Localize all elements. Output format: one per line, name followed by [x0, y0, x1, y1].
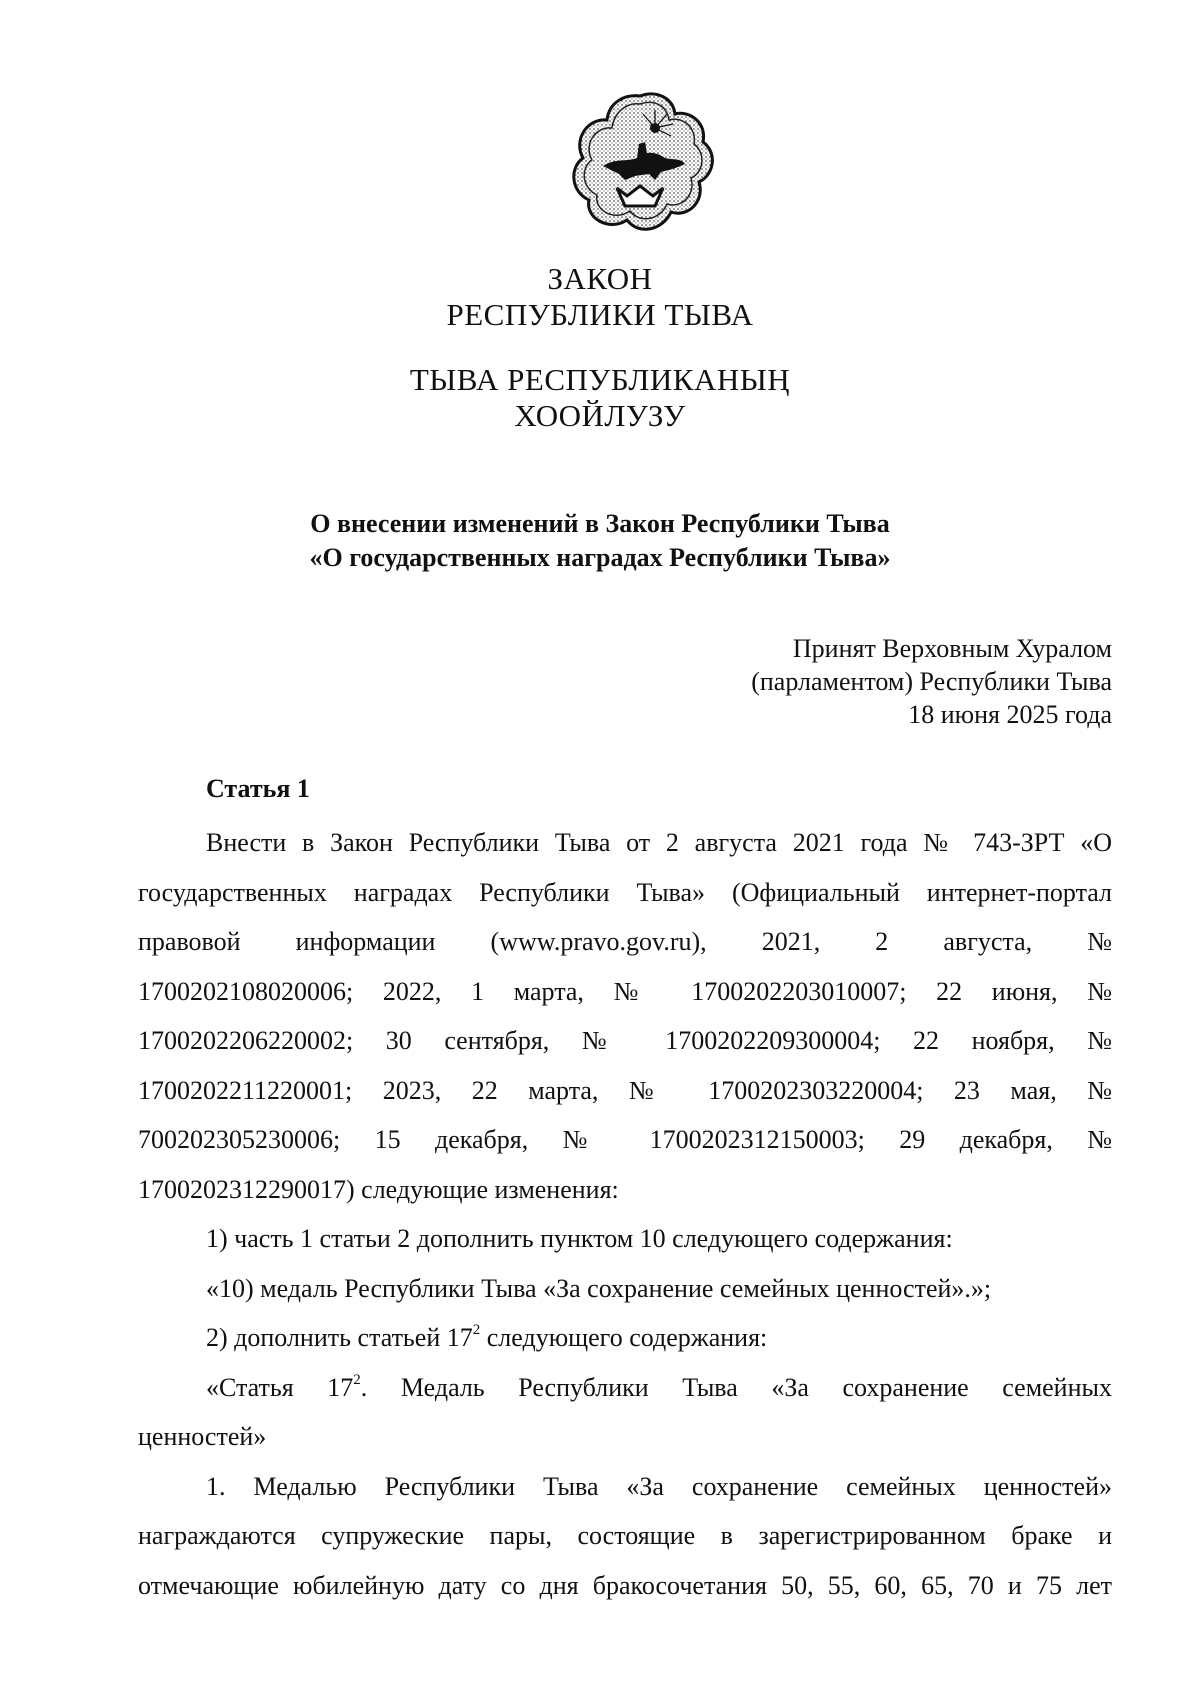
- adoption-line1: Принят Верховным Хуралом: [792, 634, 1112, 663]
- law-title-russian: [0, 261, 1200, 333]
- body-line: правовой информации (www.pravo.gov.ru), 2021, 2 августа, №: [138, 927, 1112, 956]
- tuva-emblem-icon: [565, 88, 715, 238]
- item2-text-after: следующего содержания:: [480, 1323, 768, 1352]
- amendment-item-1-quote: «10) медаль Республики Тыва «За сохранение семейных ценностей».»;: [206, 1273, 992, 1303]
- adoption-date: 18 июня 2025 года: [908, 700, 1112, 729]
- body-line: 1700202206220002; 30 сентября, № 1700202209300004; 22 ноября, №: [138, 1026, 1112, 1055]
- amendment-item-1: 1) часть 1 статьи 2 дополнить пунктом 10 следующего содержания:: [206, 1224, 953, 1253]
- body-line: 1700202312290017) следующие изменения:: [138, 1174, 619, 1204]
- body-line: государственных наградах Республики Тыва» (Официальный интернет-портал: [138, 877, 1112, 907]
- law-subject-line1: О внесении изменений в Закон Республики Тыва: [310, 509, 890, 538]
- amendment-item-2: [138, 1313, 1112, 1363]
- art17-superscript: 2: [353, 1371, 361, 1388]
- body-line: 700202305230006; 15 декабря, № 1700202312150003; 29 декабря, №: [138, 1125, 1112, 1154]
- body-line: 1700202108020006; 2022, 1 марта, № 1700202203010007; 22 июня, №: [138, 976, 1112, 1006]
- body-line: Внести в Закон Республики Тыва от 2 августа 2021 года № 743-ЗРТ «О: [206, 828, 1112, 857]
- article-17-heading-cont: ценностей»: [138, 1422, 267, 1451]
- adoption-line2: (парламентом) Республики Тыва: [751, 667, 1112, 696]
- art17-text: «Статья 17: [206, 1372, 354, 1402]
- body-line: отмечающие юбилейную дату со дня бракосочетания 50, 55, 60, 65, 70 и 75 лет: [138, 1570, 1112, 1600]
- body-line: 1700202211220001; 2023, 22 марта, № 1700202303220004; 23 мая, №: [138, 1075, 1112, 1105]
- item2-superscript: 2: [472, 1322, 481, 1338]
- art17-text-after: . Медаль Республики Тыва «За сохранение семейных: [360, 1372, 1112, 1402]
- article-heading: Статья 1: [206, 774, 310, 803]
- body-line: награждаются супружеские пары, состоящие в зарегистрированном браке и: [138, 1521, 1112, 1550]
- item2-text: 2) дополнить статьей 17: [206, 1323, 473, 1352]
- body-line: 1. Медалью Республики Тыва «За сохранение семейных ценностей»: [206, 1471, 1112, 1501]
- law-title-tuvan: [0, 362, 1200, 434]
- tuvan-title-line2: ХООЙЛУЗУ: [514, 398, 686, 433]
- article-17-heading: [138, 1363, 1112, 1413]
- adoption-note: [751, 632, 1112, 731]
- tuvan-title-line1: ТЫВА РЕСПУБЛИКАНЫҢ: [409, 362, 791, 397]
- law-subject-title: [0, 507, 1200, 575]
- law-subject-line2: «О государственных наградах Республики Тыва»: [309, 543, 891, 572]
- law-title-line2: РЕСПУБЛИКИ ТЫВА: [446, 297, 754, 332]
- law-title-line1: ЗАКОН: [547, 261, 653, 296]
- article-body: [138, 818, 1112, 1610]
